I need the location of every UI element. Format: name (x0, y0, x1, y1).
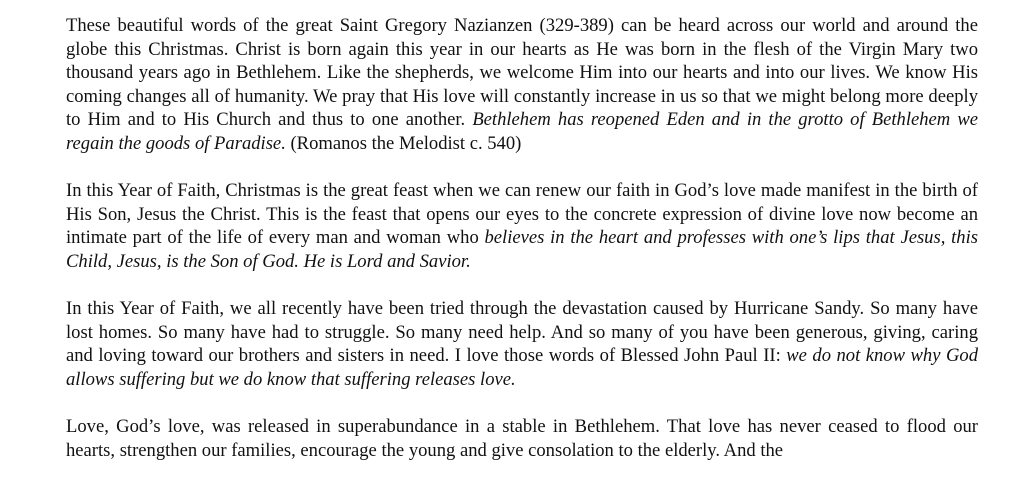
italic-quote: Bethlehem has reopened Eden and in the grotto of Bethlehem we regain the goods of Paradise. (66, 109, 978, 154)
text-segment: In this Year of Faith, we all recently have been tried through the devastation caused by Hurricane Sandy. So many have lost homes. So many have had to struggle. So many need help. And so many of you have been generous, giving, caring and loving toward our brothers and sisters in need. I love those words of Blessed John Paul II: (66, 298, 978, 367)
text-segment: In this Year of Faith, Christmas is the great feast when we can renew our faith in God’s love made manifest in the birth of His Son, Jesus the Christ. This is the feast that opens our eyes to the concrete expression of divine love now become an intimate part of the life of every man and woman who (66, 180, 978, 249)
paragraph-3 (66, 297, 978, 391)
paragraph-4 (66, 415, 978, 462)
text-segment: (Romanos the Melodist c. 540) (285, 132, 522, 154)
text-segment: These beautiful words of the great Saint Gregory Nazianzen (329-389) can be heard across our world and around the globe this Christmas. Christ is born again this year in our hearts as He was born in the flesh of the Virgin Mary two thousand years ago in Bethlehem. Like the shepherds, we welcome Him into our hearts and into our lives. We know His coming changes all of humanity. We pray that His love will constantly increase in us so that we might belong more deeply to Him and to His Church and thus to one another. (66, 15, 978, 131)
document-page (66, 14, 978, 462)
paragraph-2 (66, 179, 978, 273)
italic-quote: believes in the heart and professes with one’s lips that Jesus, this Child, Jesus, is the Son of God. He is Lord and Savior. (66, 227, 978, 272)
paragraph-1 (66, 14, 978, 156)
text-segment: Love, God’s love, was released in superabundance in a stable in Bethlehem. That love has never ceased to flood our hearts, strengthen our families, encourage the young and give consolation to the elderly. And the (66, 416, 978, 461)
italic-quote: we do not know why God allows suffering but we do know that suffering releases love. (66, 345, 978, 390)
